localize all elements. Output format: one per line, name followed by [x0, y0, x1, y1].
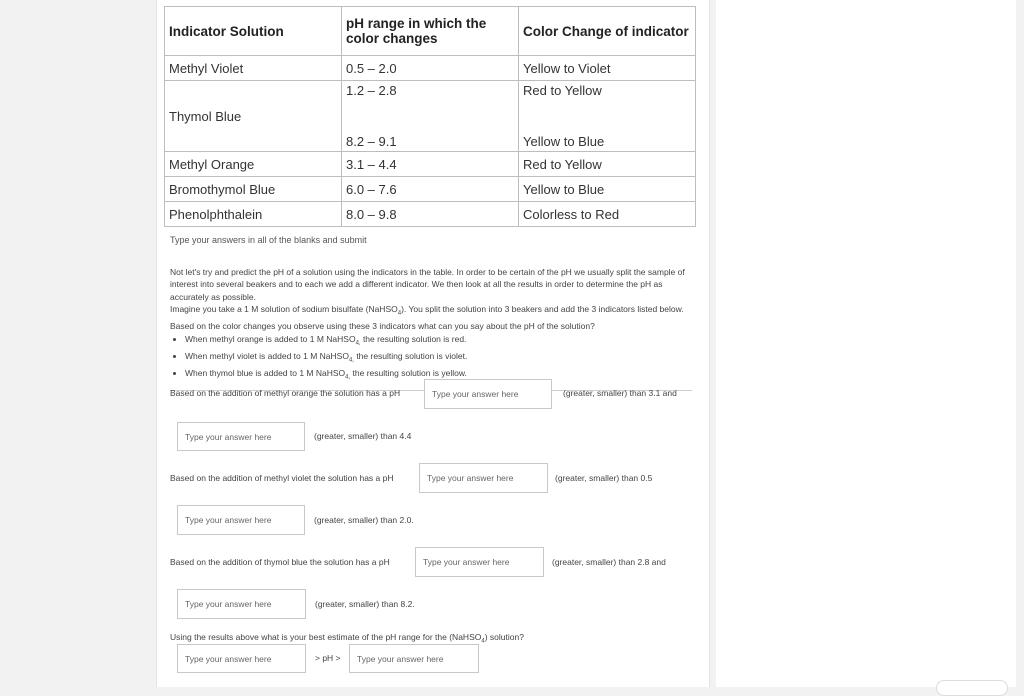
cell-change: Yellow to Blue	[519, 177, 696, 202]
cell-range: 0.5 – 2.0	[342, 56, 519, 81]
list-item: • When methyl violet is added to 1 M NaHSO$_{4,}$ the resulting solution is violet.	[185, 350, 692, 367]
cell-indicator: Thymol Blue	[165, 81, 342, 152]
cell-change: Colorless to Red	[519, 202, 696, 227]
q3-suffix: (greater, smaller) than 2.8 and	[552, 557, 666, 567]
cell-change-a: Red to Yellow	[523, 83, 602, 98]
cell-range-b: 8.2 – 9.1	[346, 134, 397, 149]
table-row	[165, 81, 696, 152]
passage-paragraph-2: Imagine you take a 1 M solution of sodium bisulfate (NaHSO$_4$). You split the solution into 3 beakers and add the 3 indicators listed below. Based on the color changes you observe using these 3 indicators what can you say about the pH of the solution?	[170, 304, 684, 332]
q1-answer-input-2[interactable]	[177, 422, 305, 451]
final-question: Using the results above what is your best estimate of the pH range for the (NaHSO$_4$) solution?	[170, 632, 524, 645]
final-answer-input-2[interactable]	[349, 644, 479, 673]
q3-answer-input-2[interactable]	[177, 589, 306, 619]
q3-prefix: Based on the addition of thymol blue the solution has a pH	[170, 557, 390, 567]
table-row	[165, 177, 696, 202]
q3-answer-input-1[interactable]	[415, 547, 544, 577]
observation-list	[170, 333, 692, 384]
q1b-suffix: (greater, smaller) than 4.4	[314, 431, 412, 441]
cell-range: 6.0 – 7.6	[342, 177, 519, 202]
q2-answer-input-2[interactable]	[177, 505, 305, 535]
cell-indicator: Methyl Orange	[165, 152, 342, 177]
header-ph-range-line2: color changes	[346, 31, 438, 46]
header-color-change: Color Change of indicator	[519, 7, 696, 56]
q3b-suffix: (greater, smaller) than 8.2.	[315, 599, 415, 609]
cell-range: 8.0 – 9.8	[342, 202, 519, 227]
q1-answer-input-1[interactable]	[424, 379, 552, 409]
final-answer-input-1[interactable]	[177, 644, 306, 673]
list-item: • When thymol blue is added to 1 M NaHSO$_{4,}$ the resulting solution is yellow.	[185, 367, 692, 384]
cell-indicator: Phenolphthalein	[165, 202, 342, 227]
indicator-table	[164, 6, 696, 227]
q2-suffix: (greater, smaller) than 0.5	[555, 473, 653, 483]
q2-prefix: Based on the addition of methyl violet the solution has a pH	[170, 473, 394, 483]
header-indicator-solution: Indicator Solution	[165, 7, 342, 56]
cell-change: Red to Yellow	[519, 152, 696, 177]
cell-range	[342, 81, 519, 152]
q1-prefix: Based on the addition of methyl orange the solution has a pH	[170, 388, 401, 398]
table-header-row	[165, 7, 696, 56]
cell-range: 3.1 – 4.4	[342, 152, 519, 177]
q2-answer-input-1[interactable]	[419, 463, 548, 493]
header-ph-range-line1: pH range in which the	[346, 16, 487, 31]
cell-change-b: Yellow to Blue	[523, 134, 605, 149]
side-panel	[716, 0, 1016, 687]
q1-suffix: (greater, smaller) than 3.1 and	[563, 388, 677, 398]
cell-change	[519, 81, 696, 152]
instructions-text: Type your answers in all of the blanks and submit	[170, 235, 367, 245]
header-ph-range	[342, 7, 519, 56]
list-item: • When methyl orange is added to 1 M NaHSO$_{4,}$ the resulting solution is red.	[185, 333, 692, 350]
table-row	[165, 56, 696, 81]
passage-paragraph-1: Not let's try and predict the pH of a solution using the indicators in the table. In order to be certain of the pH we usually split the sample of interest into several beakers and to each we add a different indicator. We then look at all the results in order to determine the pH as accurately as possible.	[170, 267, 685, 302]
cell-change: Yellow to Violet	[519, 56, 696, 81]
table-row	[165, 202, 696, 227]
cell-indicator: Bromothymol Blue	[165, 177, 342, 202]
cell-indicator: Methyl Violet	[165, 56, 342, 81]
table-row	[165, 152, 696, 177]
final-middle-label: > pH >	[315, 653, 341, 663]
question-passage	[170, 266, 692, 391]
q2b-suffix: (greater, smaller) than 2.0.	[314, 515, 414, 525]
side-panel-button[interactable]	[936, 680, 1008, 696]
cell-range-a: 1.2 – 2.8	[346, 83, 397, 98]
